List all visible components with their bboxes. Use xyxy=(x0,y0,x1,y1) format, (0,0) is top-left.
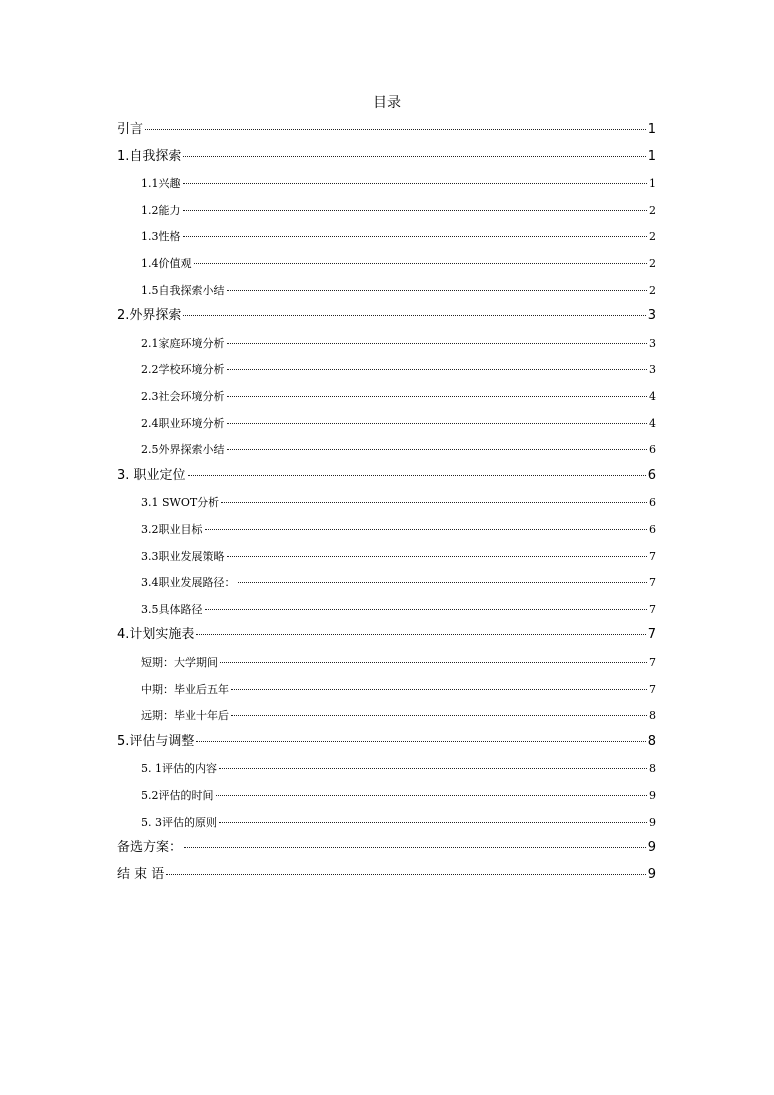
toc-entry-title: 中期：毕业后五年 xyxy=(141,682,229,696)
toc-entry-section[interactable] xyxy=(141,816,656,830)
toc-dot-leader xyxy=(231,689,647,690)
toc-entry-title: 短期：大学期间 xyxy=(141,656,218,669)
toc-entry-section[interactable] xyxy=(141,762,656,776)
toc-entry-section[interactable] xyxy=(141,417,656,431)
toc-entry-section[interactable] xyxy=(141,603,656,617)
toc-dot-leader xyxy=(166,874,645,875)
toc-dot-leader xyxy=(219,768,647,769)
toc-dot-leader xyxy=(145,129,646,130)
toc-dot-leader xyxy=(220,662,647,663)
toc-entry-title: 5. 3评估的原则 xyxy=(141,815,217,829)
toc-dot-leader xyxy=(227,556,648,557)
toc-entry-section[interactable] xyxy=(141,443,656,457)
toc-page-number: 7 xyxy=(649,576,656,590)
toc-entry-section[interactable] xyxy=(141,390,656,404)
toc-entry-title: 1.自我探索 xyxy=(117,148,182,164)
toc-entry-chapter[interactable] xyxy=(117,840,656,856)
toc-entry-chapter[interactable] xyxy=(117,867,656,883)
toc-entry-title: 2.4职业环境分析 xyxy=(141,416,225,430)
toc-entry-chapter[interactable] xyxy=(117,627,656,643)
toc-entry-title: 3.3职业发展策略 xyxy=(141,549,225,563)
toc-page-number: 4 xyxy=(649,416,656,430)
toc-page-number: 8 xyxy=(649,709,656,723)
toc-dot-leader xyxy=(227,396,648,397)
toc-entry-section[interactable] xyxy=(141,363,656,377)
toc-page-number: 3 xyxy=(647,308,656,324)
toc-page-number: 2 xyxy=(649,283,656,297)
toc-dot-leader xyxy=(227,290,648,291)
toc-page-number: 4 xyxy=(649,390,656,403)
toc-page-number: 6 xyxy=(647,467,656,483)
toc-page-number: 6 xyxy=(649,523,656,536)
toc-page-number: 8 xyxy=(647,733,656,749)
toc-entry-title: 1.5自我探索小结 xyxy=(141,283,225,297)
toc-entry-title: 1.4价值观 xyxy=(141,257,192,270)
toc-dot-leader xyxy=(196,741,645,742)
toc-entry-title: 引言 xyxy=(117,122,144,137)
toc-dot-leader xyxy=(227,423,648,424)
toc-page-number: 9 xyxy=(649,789,656,802)
toc-entry-section[interactable] xyxy=(141,523,656,537)
toc-dot-leader xyxy=(183,236,648,237)
toc-entry-section[interactable] xyxy=(141,683,656,697)
toc-entry-section[interactable] xyxy=(141,576,656,590)
toc-entry-section[interactable] xyxy=(141,284,656,298)
toc-page-number: 1 xyxy=(649,177,656,191)
toc-entry-chapter[interactable] xyxy=(117,122,656,138)
toc-dot-leader xyxy=(238,582,648,583)
toc-dot-leader xyxy=(183,183,648,184)
toc-entry-section[interactable] xyxy=(141,257,656,271)
toc-entry-title: 5. 1评估的内容 xyxy=(141,762,217,776)
toc-entry-title: 3.2职业目标 xyxy=(141,523,203,536)
toc-entry-chapter[interactable] xyxy=(117,734,656,750)
toc-entry-section[interactable] xyxy=(141,204,656,218)
toc-entry-chapter[interactable] xyxy=(117,468,656,484)
toc-page-number: 2 xyxy=(649,203,656,217)
toc-page-number: 2 xyxy=(649,257,656,270)
toc-dot-leader xyxy=(184,847,646,848)
toc-dot-leader xyxy=(227,449,648,450)
toc-entry-title: 2.外界探索 xyxy=(117,308,182,324)
toc-entry-title: 2.2学校环境分析 xyxy=(141,363,225,377)
toc-entry-section[interactable] xyxy=(141,656,656,670)
toc-entry-title: 3.1 SWOT分析 xyxy=(141,496,220,510)
toc-page-number: 8 xyxy=(649,762,656,776)
toc-entry-title: 2.5外界探索小结 xyxy=(141,443,225,457)
toc-page-number: 7 xyxy=(649,656,656,669)
toc-entry-title: 结 束 语 xyxy=(117,866,165,882)
toc-entry-section[interactable] xyxy=(141,337,656,351)
toc-page-number: 2 xyxy=(649,230,656,244)
toc-page-number: 6 xyxy=(649,443,656,457)
toc-entry-title: 3.4职业发展路径： xyxy=(141,576,236,590)
toc-title: 目录 xyxy=(373,95,401,111)
toc-page-number: 7 xyxy=(649,602,656,616)
toc-entry-title: 1.2能力 xyxy=(141,203,181,217)
toc-entry-title: 2.1家庭环境分析 xyxy=(141,336,225,350)
toc-entry-section[interactable] xyxy=(141,230,656,244)
toc-entry-title: 5.2评估的时间 xyxy=(141,789,214,802)
toc-entry-section[interactable] xyxy=(141,709,656,723)
toc-entry-title: 3. 职业定位 xyxy=(117,467,186,483)
toc-entry-title: 远期：毕业十年后 xyxy=(141,709,229,723)
toc-dot-leader xyxy=(183,156,645,157)
toc-dot-leader xyxy=(194,263,648,264)
toc-dot-leader xyxy=(183,210,648,211)
toc-entry-title: 1.1兴趣 xyxy=(141,177,181,191)
toc-page-number: 7 xyxy=(649,682,656,696)
toc-dot-leader xyxy=(205,529,648,530)
toc-entry-chapter[interactable] xyxy=(117,308,656,324)
toc-entry-section[interactable] xyxy=(141,550,656,564)
toc-page-number: 9 xyxy=(649,815,656,829)
toc-page-number: 9 xyxy=(647,840,656,856)
toc-page-number: 7 xyxy=(649,549,656,563)
toc-page-number: 6 xyxy=(649,496,656,510)
toc-dot-leader xyxy=(205,609,648,610)
toc-dot-leader xyxy=(227,369,648,370)
toc-dot-leader xyxy=(219,822,647,823)
toc-dot-leader xyxy=(221,502,647,503)
toc-entry-title: 3.5具体路径 xyxy=(141,602,203,616)
toc-entry-title: 5.评估与调整 xyxy=(117,733,195,749)
toc-page-number: 1 xyxy=(647,122,656,137)
toc-entry-title: 2.3社会环境分析 xyxy=(141,390,225,403)
toc-entry-title: 备选方案： xyxy=(117,840,183,856)
toc-dot-leader xyxy=(231,715,647,716)
toc-page-number: 7 xyxy=(647,627,656,643)
toc-entry-chapter[interactable] xyxy=(117,149,656,165)
toc-dot-leader xyxy=(227,343,648,344)
toc-page-number: 9 xyxy=(647,866,656,882)
toc-dot-leader xyxy=(216,795,648,796)
toc-entry-section[interactable] xyxy=(141,177,656,191)
toc-page-number: 3 xyxy=(649,363,656,377)
toc-entry-section[interactable] xyxy=(141,496,656,510)
toc-entry-section[interactable] xyxy=(141,789,656,803)
toc-dot-leader xyxy=(183,315,645,316)
toc-page-number: 1 xyxy=(647,148,656,164)
toc-page-number: 3 xyxy=(649,336,656,350)
toc-entry-title: 1.3性格 xyxy=(141,230,181,244)
toc-dot-leader xyxy=(196,634,645,635)
toc-dot-leader xyxy=(188,475,646,476)
toc-entry-title: 4.计划实施表 xyxy=(117,627,195,643)
